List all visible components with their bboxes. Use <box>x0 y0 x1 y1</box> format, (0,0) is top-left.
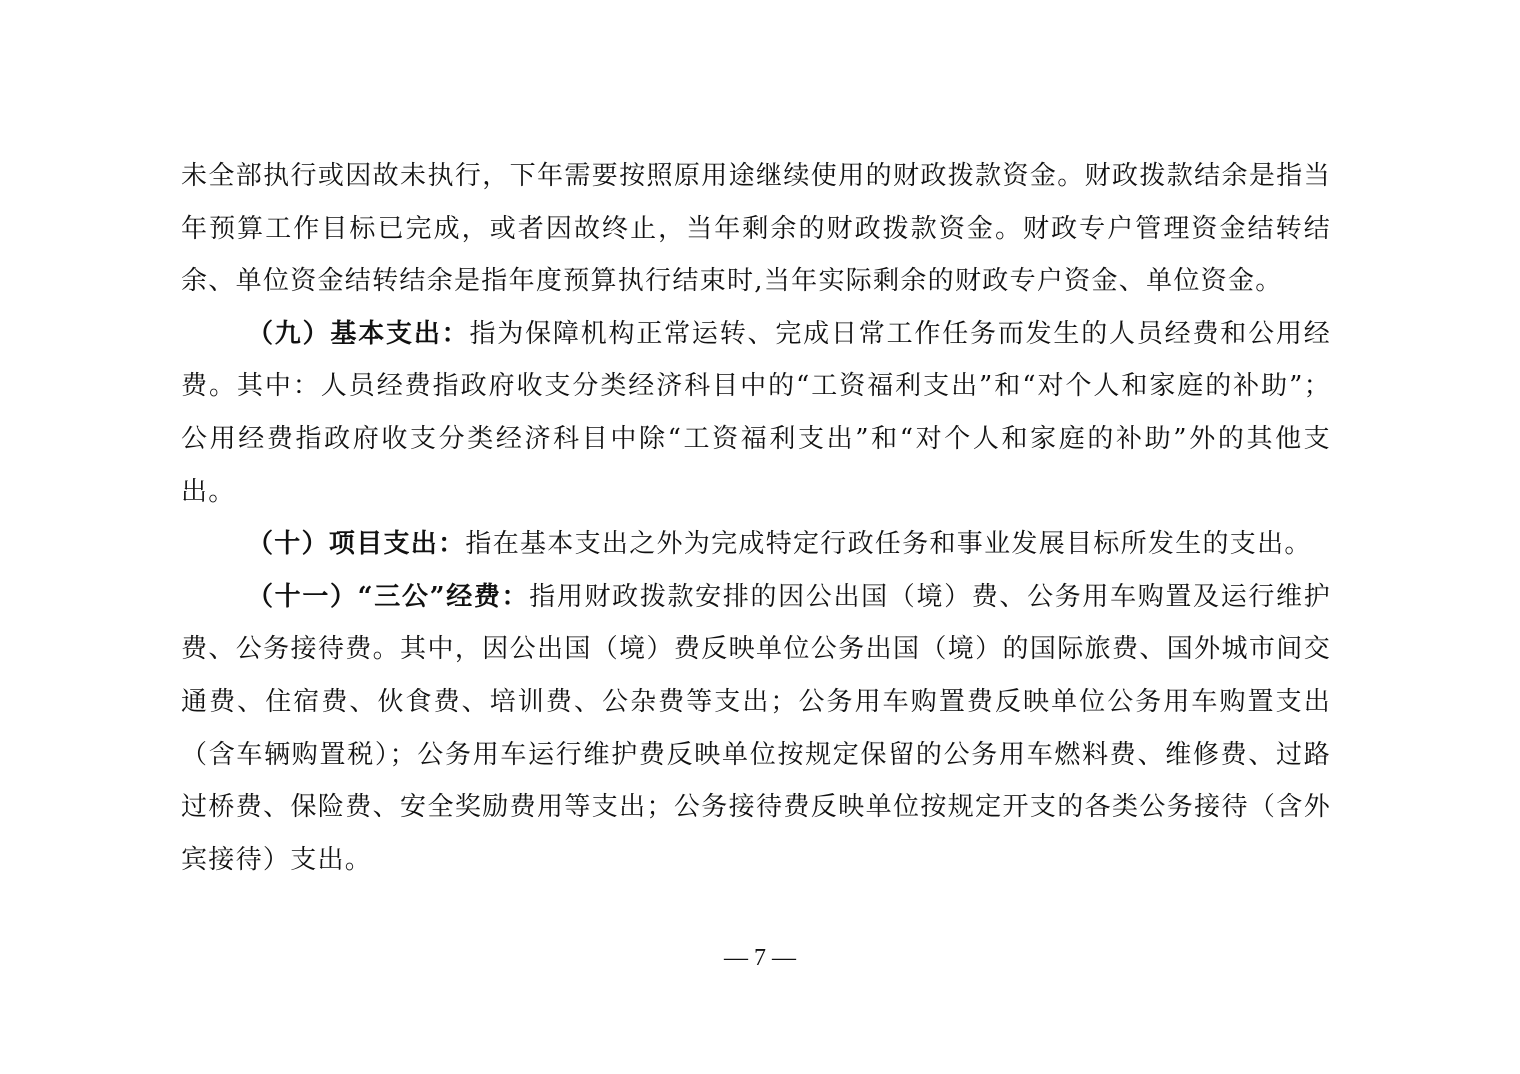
paragraph-text: 指用财政拨款安排的因公出国（境）费、公务用车购置及运行维护费、公务接待费。其中，因公出国（境）费反映单位公务出国（境）的国际旅费、国外城市间交通费、住宿费、伙食费、培训费、公杂费等支出；公务用车购置费反映单位公务用车购置支出（含车辆购置税）；公务用车运行维护费反映单位按规定保留的公务用车燃料费、维修费、过路过桥费、保险费、安全奖励费用等支出；公务接待费反映单位按规定开支的各类公务接待（含外宾接待）支出。 <box>181 581 1331 875</box>
section-heading-project-expenditure: （十）项目支出： <box>247 529 466 560</box>
section-heading-basic-expenditure: （九）基本支出： <box>247 318 470 349</box>
paragraph-text: 指在基本支出之外为完成特定行政任务和事业发展目标所发生的支出。 <box>465 529 1312 560</box>
page-number: — 7 — <box>724 945 796 971</box>
paragraph-basic-expenditure <box>181 308 1331 518</box>
paragraph-text: 未全部执行或因故未执行，下年需要按照原用途继续使用的财政拨款资金。财政拨款结余是指当年预算工作目标已完成，或者因故终止，当年剩余的财政拨款资金。财政专户管理资金结转结余、单位资金结转结余是指年度预算执行结束时,当年实际剩余的财政专户资金、单位资金。 <box>181 161 1331 297</box>
paragraph-text: 指为保障机构正常运转、完成日常工作任务而发生的人员经费和公用经费。其中：人员经费指政府收支分类经济科目中的“工资福利支出”和“对个人和家庭的补助”；公用经费指政府收支分类经济科目中除“工资福利支出”和“对个人和家庭的补助”外的其他支出。 <box>181 318 1331 507</box>
paragraph-project-expenditure <box>181 518 1331 571</box>
paragraph-fund-balance-continued <box>181 150 1331 308</box>
body-text <box>181 150 1331 886</box>
paragraph-three-public-expenses <box>181 571 1331 887</box>
section-heading-three-public-expenses: （十一）“三公”经费： <box>247 581 530 612</box>
